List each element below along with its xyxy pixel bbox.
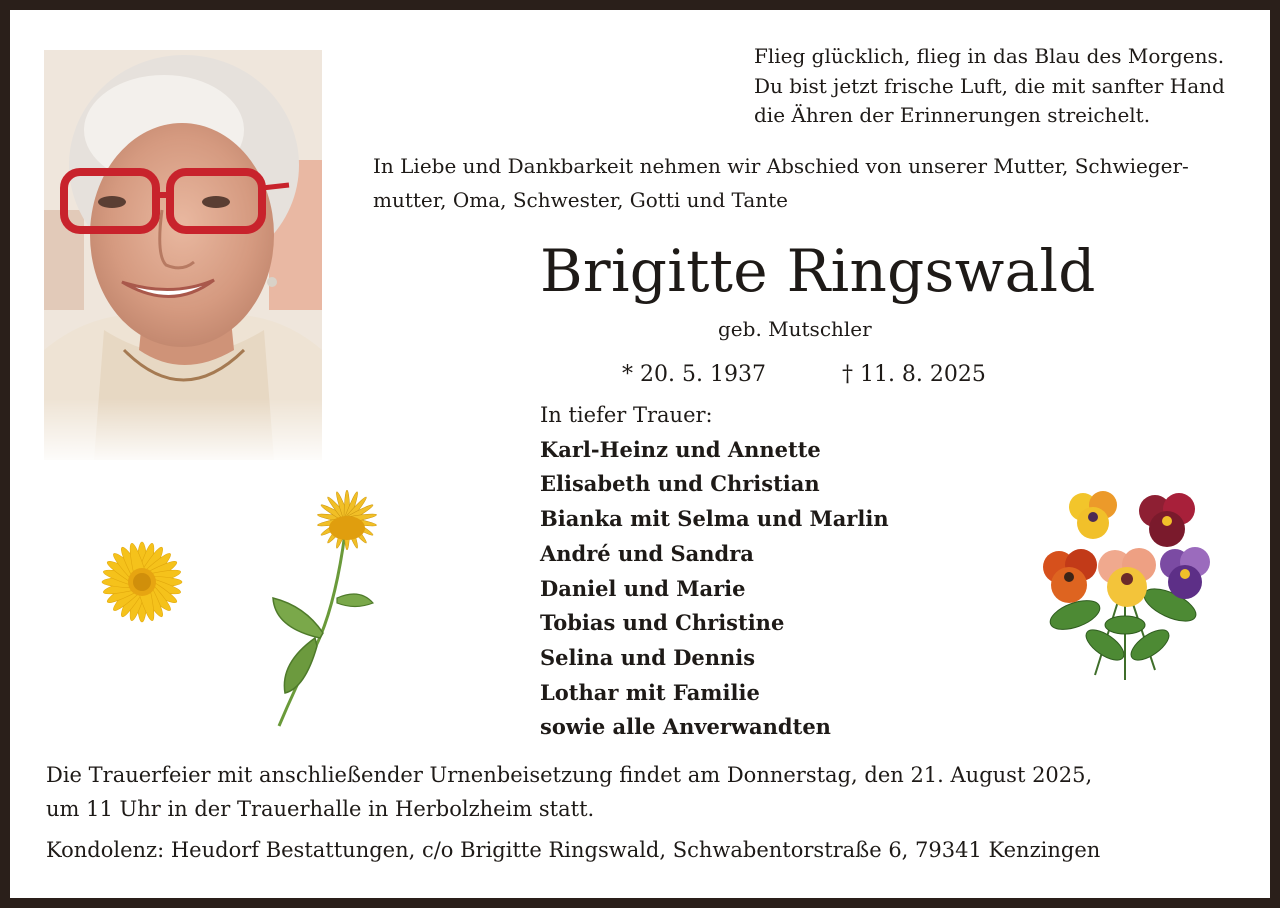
mourners-list: [540, 398, 889, 745]
intro-line: In Liebe und Dankbarkeit nehmen wir Abschied von unserer Mutter, Schwieger-: [373, 154, 1189, 178]
service-info: [46, 758, 1092, 826]
yellow-daisy-icon: [98, 538, 186, 626]
mourner-name: Karl-Heinz und Annette: [540, 436, 821, 462]
mourner-name: sowie alle Anverwandten: [540, 714, 831, 740]
maiden-name: geb. Mutschler: [718, 317, 872, 341]
pansy-bouquet-icon: [1035, 475, 1215, 685]
life-dates: [622, 362, 986, 387]
poem-line: Flieg glücklich, flieg in das Blau des Morgens.: [754, 44, 1225, 68]
poem-line: Du bist jetzt frische Luft, die mit sanfter Hand: [754, 73, 1225, 98]
mourner-name: Tobias und Christine: [540, 610, 785, 636]
death-date: † 11. 8. 2025: [841, 362, 986, 387]
service-line: Die Trauerfeier mit anschließender Urnenbeisetzung findet am Donnerstag, den 21. August 2025,: [46, 763, 1093, 787]
mourner-name: Bianka mit Selma und Marlin: [540, 506, 889, 532]
mourner-name: Lothar mit Familie: [540, 679, 760, 705]
intro-text: [373, 149, 1243, 217]
deceased-name: Brigitte Ringswald: [540, 237, 1096, 305]
mourner-name: André und Sandra: [540, 540, 754, 566]
poem: [754, 42, 1225, 131]
mourner-name: Daniel und Marie: [540, 575, 746, 601]
mourners-lead: In tiefer Trauer:: [540, 403, 713, 427]
birth-date: * 20. 5. 1937: [622, 362, 766, 387]
mourner-name: Selina und Dennis: [540, 644, 756, 670]
yellow-flower-stem-icon: [265, 488, 385, 730]
intro-line: mutter, Oma, Schwester, Gotti und Tante: [373, 188, 789, 212]
obituary-card: [10, 10, 1270, 898]
service-line: um 11 Uhr in der Trauerhalle in Herbolzheim statt.: [46, 797, 595, 821]
portrait-illustration: [44, 50, 322, 460]
poem-line: die Ähren der Erinnerungen streichelt.: [754, 103, 1151, 127]
condolence-address: Kondolenz: Heudorf Bestattungen, c/o Brigitte Ringswald, Schwabentorstraße 6, 79341 Kenzingen: [46, 838, 1101, 862]
portrait-photo: [44, 50, 322, 460]
mourner-name: Elisabeth und Christian: [540, 471, 820, 497]
